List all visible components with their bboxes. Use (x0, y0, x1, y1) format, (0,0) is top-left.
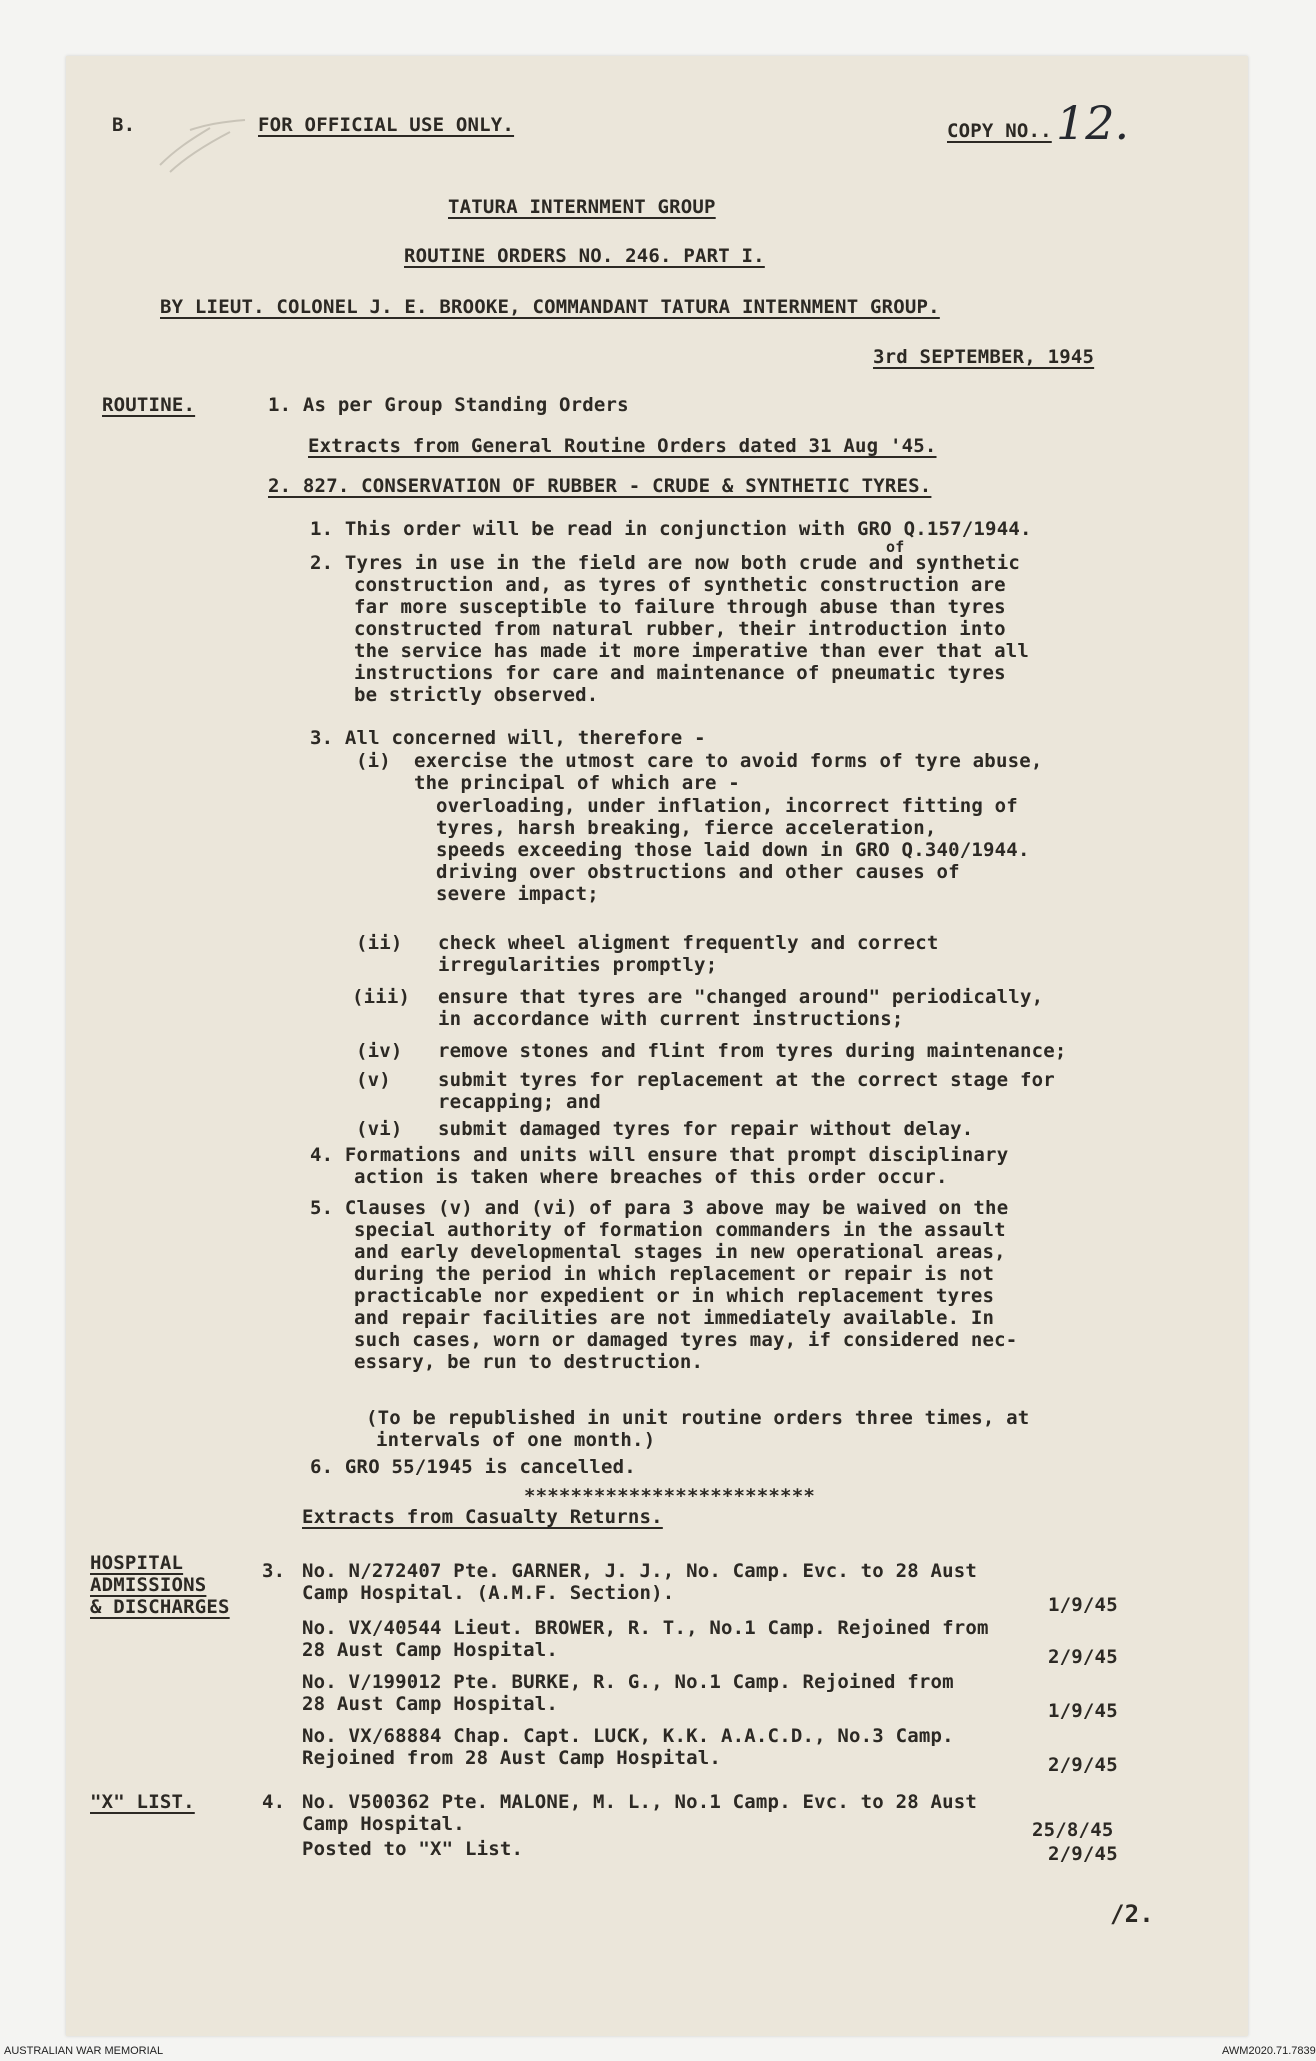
para-5-line: such cases, worn or damaged tyres may, if considered nec- (354, 1329, 1018, 1351)
para-4-line: action is taken where breaches of this order occur. (354, 1166, 948, 1188)
para-3-ii-line: irregularities promptly; (438, 954, 718, 976)
casualty-entry-5-date: 25/8/45 (1032, 1819, 1114, 1841)
para-4-line: 4. Formations and units will ensure that prompt disciplinary (310, 1144, 1009, 1166)
para-2-superscript: of (886, 538, 905, 556)
casualty-entry-1-date: 1/9/45 (1048, 1594, 1118, 1616)
handwritten-scratch-mark (150, 110, 260, 180)
casualty-entry-4-date: 2/9/45 (1048, 1754, 1118, 1776)
republish-note-line: intervals of one month.) (376, 1429, 656, 1451)
para-3-i-line: the principal of which are - (414, 772, 740, 794)
para-3-v-number: (v) (356, 1069, 391, 1091)
para-3-i-sub-line: driving over obstructions and other causes of (436, 861, 960, 883)
casualty-entry-4-line: No. VX/68884 Chap. Capt. LUCK, K.K. A.A.C.D., No.3 Camp. (302, 1725, 954, 1747)
casualty-entry-3-line: 28 Aust Camp Hospital. (302, 1693, 559, 1715)
para-3-i-number: (i) (356, 750, 391, 772)
extracts-heading: Extracts from General Routine Orders dated 31 Aug '45. (308, 435, 937, 457)
para-1: 1. This order will be read in conjunction with GRO Q.157/1944. (310, 518, 1032, 540)
classification-label: FOR OFFICIAL USE ONLY. (258, 114, 515, 136)
casualty-entry-2-date: 2/9/45 (1048, 1646, 1118, 1668)
copy-label: COPY NO.. (947, 120, 1052, 142)
republish-note-line: (To be republished in unit routine orders three times, at (366, 1407, 1030, 1429)
routine-item-1: 1. As per Group Standing Orders (268, 394, 629, 416)
orders-title: ROUTINE ORDERS NO. 246. PART I. (404, 245, 765, 267)
para-3-ii-line: check wheel aligment frequently and correct (438, 932, 939, 954)
para-3-vi-line: submit damaged tyres for repair without delay. (438, 1118, 974, 1140)
para-5-line: during the period in which replacement or repair is not (354, 1263, 995, 1285)
casualty-entry-2-line: 28 Aust Camp Hospital. (302, 1639, 559, 1661)
hospital-margin-label: & DISCHARGES (90, 1596, 230, 1618)
separator-line: ************************* (524, 1485, 815, 1507)
para-3-i-sub-line: overloading, under inflation, incorrect fitting of (436, 795, 1018, 817)
para-3-v-line: recapping; and (438, 1091, 601, 1113)
item-4-number: 4. (262, 1791, 286, 1813)
routine-item-2: 2. 827. CONSERVATION OF RUBBER - CRUDE & SYNTHETIC TYRES. (268, 475, 932, 497)
para-3-iii-number: (iii) (352, 986, 411, 1008)
para-3-v-line: submit tyres for replacement at the correct stage for (438, 1069, 1055, 1091)
casualty-entry-5-line: Camp Hospital. (302, 1813, 465, 1835)
para-3-iv-number: (iv) (356, 1040, 403, 1062)
para-5-line: 5. Clauses (v) and (vi) of para 3 above may be waived on the (310, 1197, 1009, 1219)
para-5-line: practicable nor expedient or in which replacement tyres (354, 1285, 995, 1307)
casualty-entry-3-line: No. V/199012 Pte. BURKE, R. G., No.1 Camp. Rejoined from (302, 1671, 954, 1693)
para-5-line: and early developmental stages in new operational areas, (354, 1241, 1006, 1263)
para-3-intro: 3. All concerned will, therefore - (310, 727, 706, 749)
next-page-marker: /2. (1110, 1900, 1154, 1928)
commandant-line: BY LIEUT. COLONEL J. E. BROOKE, COMMANDANT TATURA INTERNMENT GROUP. (160, 296, 940, 318)
para-3-vi-number: (vi) (356, 1118, 403, 1140)
casualty-entry-5-line: No. V500362 Pte. MALONE, M. L., No.1 Camp. Evc. to 28 Aust (302, 1791, 978, 1813)
casualty-entry-2-line: No. VX/40544 Lieut. BROWER, R. T., No.1 Camp. Rejoined from (302, 1617, 989, 1639)
para-2-line: 2. Tyres in use in the field are now both crude and synthetic (310, 552, 1020, 574)
para-2-line: be strictly observed. (354, 684, 599, 706)
para-3-iv-line: remove stones and flint from tyres during maintenance; (438, 1040, 1067, 1062)
copy-number-handwritten: 12. (1056, 96, 1130, 150)
para-3-i-line: exercise the utmost care to avoid forms of tyre abuse, (414, 750, 1043, 772)
casualty-entry-3-date: 1/9/45 (1048, 1700, 1118, 1722)
footer-accession-number: AWM2020.71.7839 (1222, 2045, 1316, 2057)
casualty-entry-1-line: No. N/272407 Pte. GARNER, J. J., No. Camp. Evc. to 28 Aust (302, 1560, 978, 1582)
casualty-entry-4-line: Rejoined from 28 Aust Camp Hospital. (302, 1747, 722, 1769)
para-6: 6. GRO 55/1945 is cancelled. (310, 1456, 636, 1478)
casualty-heading: Extracts from Casualty Returns. (302, 1506, 663, 1528)
x-list-margin-label: "X" LIST. (90, 1791, 195, 1813)
para-3-ii-number: (ii) (356, 932, 403, 954)
routine-margin-label: ROUTINE. (102, 394, 196, 416)
para-2-line: construction and, as tyres of synthetic construction are (354, 574, 1006, 596)
group-title: TATURA INTERNMENT GROUP (448, 196, 716, 218)
footer-archive-name: AUSTRALIAN WAR MEMORIAL (4, 2045, 164, 2057)
casualty-entry-1-line: Camp Hospital. (A.M.F. Section). (302, 1582, 675, 1604)
para-3-i-sub-line: severe impact; (436, 883, 599, 905)
order-date: 3rd SEPTEMBER, 1945 (873, 346, 1095, 368)
para-3-i-sub-line: speeds exceeding those laid down in GRO Q.340/1944. (436, 839, 1030, 861)
para-2-line: constructed from natural rubber, their introduction into (354, 618, 1006, 640)
hospital-margin-label: ADMISSIONS (90, 1574, 207, 1596)
para-5-line: essary, be run to destruction. (354, 1351, 704, 1373)
casualty-entry-5-posted: Posted to "X" List. (302, 1838, 524, 1860)
item-3-number: 3. (262, 1560, 286, 1582)
para-5-line: and repair facilities are not immediately available. In (354, 1307, 995, 1329)
para-2-line: far more susceptible to failure through abuse than tyres (354, 596, 1006, 618)
para-2-line: the service has made it more imperative than ever that all (354, 640, 1030, 662)
casualty-entry-5-posted-date: 2/9/45 (1048, 1843, 1118, 1865)
para-3-i-sub-line: tyres, harsh breaking, fierce acceleration, (436, 817, 937, 839)
para-5-line: special authority of formation commanders in the assault (354, 1219, 1006, 1241)
hospital-margin-label: HOSPITAL (90, 1552, 184, 1574)
para-3-iii-line: in accordance with current instructions; (438, 1008, 904, 1030)
para-3-iii-line: ensure that tyres are "changed around" periodically, (438, 986, 1044, 1008)
page-letter: B. (112, 114, 136, 136)
para-2-line: instructions for care and maintenance of pneumatic tyres (354, 662, 1006, 684)
